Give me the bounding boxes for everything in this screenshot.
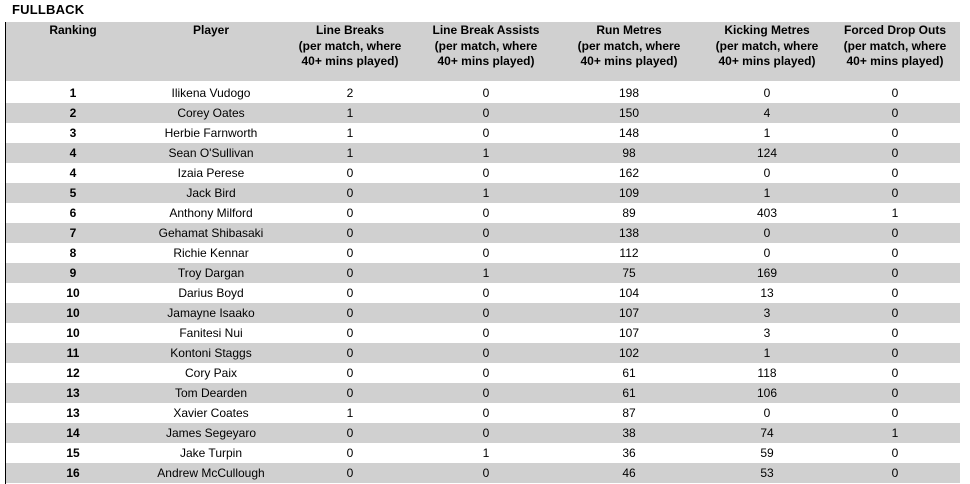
cell-player: Corey Oates xyxy=(177,106,245,120)
table-row xyxy=(6,163,960,183)
cell-forced-drop-outs: 0 xyxy=(891,446,899,460)
cell-run-metres: 102 xyxy=(618,346,640,360)
cell-player: James Segeyaro xyxy=(165,426,257,440)
cell-line-break-assists: 0 xyxy=(482,306,490,320)
cell-forced-drop-outs: 0 xyxy=(891,166,899,180)
cell-run-metres: 150 xyxy=(618,106,640,120)
cell-kicking-metres: 169 xyxy=(756,266,778,280)
cell-line-breaks: 1 xyxy=(346,146,354,160)
cell-forced-drop-outs: 0 xyxy=(891,266,899,280)
cell-run-metres: 89 xyxy=(622,206,636,220)
cell-kicking-metres: 1 xyxy=(763,126,771,140)
column-header-kicking-metres: Kicking Metres (per match, where 40+ mins played) xyxy=(715,23,819,68)
stats-table xyxy=(6,22,960,483)
cell-forced-drop-outs: 0 xyxy=(891,106,899,120)
cell-run-metres: 46 xyxy=(622,466,636,480)
cell-line-breaks: 1 xyxy=(346,406,354,420)
cell-player: Ilikena Vudogo xyxy=(171,86,251,100)
cell-player: Jack Bird xyxy=(186,186,236,200)
cell-kicking-metres: 0 xyxy=(763,86,771,100)
cell-forced-drop-outs: 0 xyxy=(891,226,899,240)
cell-kicking-metres: 0 xyxy=(763,226,771,240)
cell-forced-drop-outs: 0 xyxy=(891,86,899,100)
cell-line-break-assists: 0 xyxy=(482,386,490,400)
cell-line-break-assists: 1 xyxy=(482,146,490,160)
cell-player: Jamayne Isaako xyxy=(167,306,255,320)
cell-kicking-metres: 118 xyxy=(757,366,777,380)
cell-run-metres: 109 xyxy=(618,186,640,200)
table-row xyxy=(6,383,960,403)
cell-ranking: 4 xyxy=(69,146,77,160)
cell-run-metres: 138 xyxy=(618,226,640,240)
table-row xyxy=(6,403,960,423)
cell-run-metres: 38 xyxy=(622,426,636,440)
column-header-run-metres: Run Metres (per match, where 40+ mins played) xyxy=(577,23,681,68)
table-row xyxy=(6,203,960,223)
cell-forced-drop-outs: 0 xyxy=(891,126,899,140)
cell-line-breaks: 0 xyxy=(346,286,354,300)
cell-player: Fanitesi Nui xyxy=(179,326,243,340)
cell-ranking: 13 xyxy=(66,406,80,420)
cell-line-breaks: 0 xyxy=(346,266,354,280)
cell-ranking: 10 xyxy=(66,286,80,300)
cell-line-breaks: 0 xyxy=(346,346,354,360)
cell-player: Andrew McCullough xyxy=(157,466,265,480)
cell-ranking: 10 xyxy=(66,326,80,340)
cell-ranking: 14 xyxy=(66,426,80,440)
cell-line-break-assists: 1 xyxy=(482,266,490,280)
table-row xyxy=(6,243,960,263)
cell-line-breaks: 1 xyxy=(346,126,354,140)
column-header-line-break-assists: Line Break Assists (per match, where 40+ mins played) xyxy=(432,23,540,68)
cell-run-metres: 107 xyxy=(618,306,640,320)
cell-line-breaks: 0 xyxy=(346,226,354,240)
cell-kicking-metres: 13 xyxy=(760,286,774,300)
cell-forced-drop-outs: 0 xyxy=(891,366,899,380)
cell-player: Sean O'Sullivan xyxy=(168,146,254,160)
cell-player: Xavier Coates xyxy=(173,406,249,420)
table-header xyxy=(6,22,960,81)
table-row xyxy=(6,103,960,123)
cell-kicking-metres: 53 xyxy=(760,466,774,480)
cell-line-break-assists: 0 xyxy=(482,346,490,360)
cell-kicking-metres: 3 xyxy=(763,306,771,320)
table-row xyxy=(6,443,960,463)
cell-forced-drop-outs: 0 xyxy=(891,466,899,480)
cell-run-metres: 61 xyxy=(622,386,636,400)
cell-forced-drop-outs: 0 xyxy=(891,326,899,340)
cell-line-breaks: 0 xyxy=(346,246,354,260)
cell-kicking-metres: 59 xyxy=(760,446,774,460)
cell-line-break-assists: 0 xyxy=(482,326,490,340)
cell-line-break-assists: 0 xyxy=(482,406,490,420)
table-row xyxy=(6,183,960,203)
cell-ranking: 15 xyxy=(66,446,80,460)
cell-line-break-assists: 0 xyxy=(482,426,490,440)
cell-run-metres: 148 xyxy=(618,126,640,140)
cell-kicking-metres: 3 xyxy=(763,326,771,340)
cell-ranking: 5 xyxy=(69,186,77,200)
cell-line-break-assists: 1 xyxy=(482,446,490,460)
cell-forced-drop-outs: 0 xyxy=(891,386,899,400)
cell-line-breaks: 1 xyxy=(346,106,354,120)
cell-run-metres: 112 xyxy=(619,246,639,260)
cell-kicking-metres: 0 xyxy=(763,406,771,420)
cell-forced-drop-outs: 0 xyxy=(891,346,899,360)
cell-kicking-metres: 106 xyxy=(756,386,778,400)
table-row xyxy=(6,363,960,383)
cell-kicking-metres: 4 xyxy=(763,106,771,120)
cell-ranking: 12 xyxy=(66,366,80,380)
cell-line-break-assists: 0 xyxy=(482,246,490,260)
cell-ranking: 13 xyxy=(66,386,80,400)
cell-forced-drop-outs: 1 xyxy=(891,426,899,440)
cell-run-metres: 61 xyxy=(622,366,636,380)
cell-ranking: 8 xyxy=(69,246,77,260)
cell-kicking-metres: 1 xyxy=(763,346,771,360)
cell-player: Troy Dargan xyxy=(177,266,245,280)
table-row xyxy=(6,283,960,303)
table-row xyxy=(6,263,960,283)
table-row xyxy=(6,423,960,443)
table-row xyxy=(6,303,960,323)
cell-line-break-assists: 0 xyxy=(482,126,490,140)
cell-run-metres: 36 xyxy=(622,446,636,460)
cell-line-breaks: 0 xyxy=(346,366,354,380)
cell-player: Anthony Milford xyxy=(169,206,253,220)
cell-ranking: 10 xyxy=(66,306,80,320)
cell-line-breaks: 2 xyxy=(346,86,354,100)
cell-forced-drop-outs: 0 xyxy=(891,406,899,420)
cell-line-breaks: 0 xyxy=(346,426,354,440)
cell-player: Cory Paix xyxy=(184,366,237,380)
table-row xyxy=(6,463,960,483)
cell-kicking-metres: 124 xyxy=(756,146,778,160)
column-header-forced-drop-outs: Forced Drop Outs (per match, where 40+ mins played) xyxy=(843,23,947,68)
cell-line-breaks: 0 xyxy=(346,386,354,400)
cell-forced-drop-outs: 1 xyxy=(891,206,899,220)
cell-line-break-assists: 0 xyxy=(482,86,490,100)
cell-kicking-metres: 1 xyxy=(763,186,771,200)
cell-line-breaks: 0 xyxy=(346,326,354,340)
column-header-player: Player xyxy=(192,23,230,37)
cell-kicking-metres: 0 xyxy=(763,166,771,180)
cell-kicking-metres: 74 xyxy=(760,426,774,440)
cell-player: Herbie Farnworth xyxy=(164,126,258,140)
cell-player: Richie Kennar xyxy=(173,246,249,260)
cell-forced-drop-outs: 0 xyxy=(891,286,899,300)
cell-player: Darius Boyd xyxy=(178,286,244,300)
cell-ranking: 6 xyxy=(69,206,77,220)
cell-run-metres: 75 xyxy=(622,266,636,280)
table-row xyxy=(6,143,960,163)
cell-forced-drop-outs: 0 xyxy=(891,306,899,320)
table-row xyxy=(6,343,960,363)
cell-player: Gehamat Shibasaki xyxy=(158,226,264,240)
cell-run-metres: 87 xyxy=(622,406,636,420)
cell-ranking: 3 xyxy=(69,126,77,140)
column-header-ranking: Ranking xyxy=(49,23,97,37)
cell-forced-drop-outs: 0 xyxy=(891,246,899,260)
table-row xyxy=(6,83,960,103)
cell-line-break-assists: 0 xyxy=(482,166,490,180)
cell-ranking: 4 xyxy=(69,166,77,180)
cell-forced-drop-outs: 0 xyxy=(891,146,899,160)
cell-line-breaks: 0 xyxy=(346,186,354,200)
cell-kicking-metres: 403 xyxy=(756,206,778,220)
cell-line-breaks: 0 xyxy=(346,466,354,480)
table-body xyxy=(6,83,960,483)
table-title: FULLBACK xyxy=(12,2,85,17)
cell-ranking: 9 xyxy=(69,266,77,280)
table-row xyxy=(6,323,960,343)
table-row xyxy=(6,123,960,143)
cell-player: Izaia Perese xyxy=(177,166,245,180)
cell-run-metres: 104 xyxy=(618,286,640,300)
cell-line-break-assists: 0 xyxy=(482,226,490,240)
column-header-line-breaks: Line Breaks (per match, where 40+ mins played) xyxy=(298,23,402,68)
cell-run-metres: 107 xyxy=(618,326,640,340)
cell-ranking: 1 xyxy=(69,86,77,100)
cell-line-break-assists: 1 xyxy=(482,186,490,200)
cell-run-metres: 198 xyxy=(618,86,640,100)
cell-player: Tom Dearden xyxy=(174,386,248,400)
cell-kicking-metres: 0 xyxy=(763,246,771,260)
cell-ranking: 2 xyxy=(69,106,77,120)
cell-line-breaks: 0 xyxy=(346,206,354,220)
cell-line-break-assists: 0 xyxy=(482,466,490,480)
cell-line-break-assists: 0 xyxy=(482,106,490,120)
cell-ranking: 16 xyxy=(66,466,80,480)
cell-line-break-assists: 0 xyxy=(482,366,490,380)
cell-player: Kontoni Staggs xyxy=(170,346,252,360)
cell-run-metres: 162 xyxy=(618,166,640,180)
cell-forced-drop-outs: 0 xyxy=(891,186,899,200)
cell-ranking: 7 xyxy=(69,226,77,240)
cell-player: Jake Turpin xyxy=(179,446,243,460)
cell-line-breaks: 0 xyxy=(346,446,354,460)
cell-run-metres: 98 xyxy=(622,146,636,160)
cell-line-breaks: 0 xyxy=(346,166,354,180)
table-row xyxy=(6,223,960,243)
cell-line-break-assists: 0 xyxy=(482,286,490,300)
cell-line-breaks: 0 xyxy=(346,306,354,320)
cell-line-break-assists: 0 xyxy=(482,206,490,220)
cell-ranking: 11 xyxy=(66,346,80,360)
